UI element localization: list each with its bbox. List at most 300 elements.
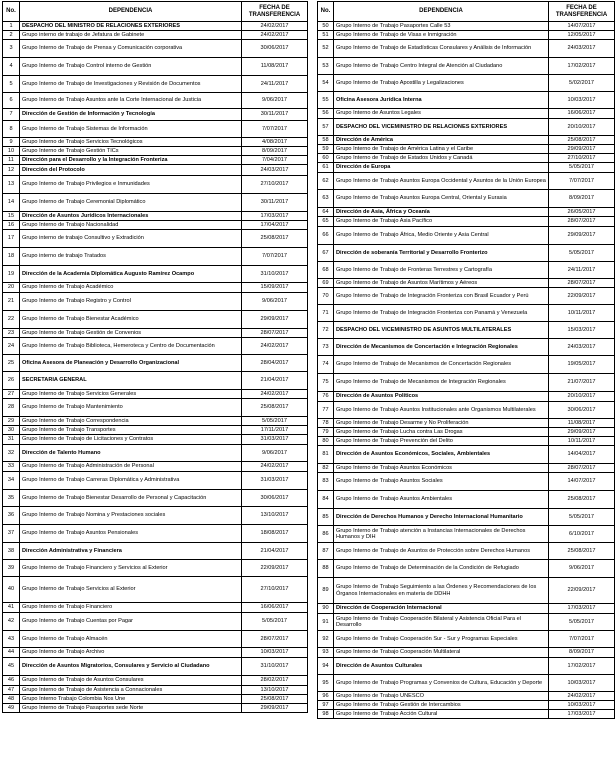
row-fecha: 24/03/2017 — [549, 40, 615, 58]
table-row — [3, 266, 308, 283]
row-dependencia: Grupo Interno de Trabajo de Determinación de la Condición de Refugiado — [334, 560, 549, 578]
table-row — [3, 390, 308, 399]
table-row — [3, 462, 308, 472]
table-row — [318, 339, 615, 356]
row-dependencia: Grupo Interno de Trabajo Gestión TICs — [20, 147, 242, 156]
row-dependencia: Grupo Interno de Trabajo de Mecanismos de Concertación Regionales — [334, 356, 549, 374]
row-number: 64 — [318, 208, 334, 217]
row-fecha: 14/07/2017 — [549, 473, 615, 491]
row-number: 33 — [3, 462, 20, 472]
row-dependencia: Dirección de la Academia Diplomática Augusto Ramírez Ocampo — [20, 266, 242, 283]
row-dependencia: Grupo Interno de Trabajo Ceremonial Diplomático — [20, 194, 242, 212]
table-row — [318, 217, 615, 227]
row-fecha: 24/02/2017 — [242, 31, 308, 40]
row-dependencia: Grupo Interno de Trabajo Desarme y No Proliferación — [334, 419, 549, 428]
row-dependencia: Grupo Interno de Trabajo de Asuntos Marítimos y Aéreos — [334, 279, 549, 288]
row-dependencia: Grupo Interno de Trabajo Centro Integral de Atención al Ciudadano — [334, 58, 549, 75]
table-row — [318, 509, 615, 526]
row-number: 6 — [3, 93, 20, 109]
row-number: 89 — [318, 578, 334, 604]
row-fecha: 9/06/2017 — [242, 293, 308, 311]
row-number: 42 — [3, 613, 20, 631]
row-fecha: 5/02/2017 — [549, 75, 615, 92]
table-row — [318, 437, 615, 446]
row-number: 54 — [318, 75, 334, 92]
row-dependencia: SECRETARIA GENERAL — [20, 372, 242, 390]
row-dependencia: Grupo Interno de Trabajo Asuntos ante la Corte Internacional de Justicia — [20, 93, 242, 109]
row-number: 12 — [3, 165, 20, 176]
row-fecha: 5/05/2017 — [549, 509, 615, 526]
table-row — [3, 525, 308, 543]
row-dependencia: Grupo Interno de Trabajo Asuntos Pensionales — [20, 525, 242, 543]
table-row — [3, 165, 308, 176]
row-fecha: 30/06/2017 — [242, 490, 308, 507]
row-number: 36 — [3, 507, 20, 525]
row-dependencia: Dirección de Asuntos Políticos — [334, 392, 549, 402]
row-number: 24 — [3, 338, 20, 355]
row-number: 7 — [3, 109, 20, 121]
row-fecha: 17/03/2017 — [242, 212, 308, 221]
row-number: 67 — [318, 245, 334, 262]
row-dependencia: Grupo Interno de Trabajo Apostilla y Legalizaciones — [334, 75, 549, 92]
table-row — [318, 701, 615, 710]
header-no: No. — [318, 2, 334, 22]
table-row — [3, 426, 308, 435]
row-number: 96 — [318, 692, 334, 701]
row-fecha: 21/04/2017 — [242, 372, 308, 390]
row-dependencia: Grupo Interno de Trabajo Servicios Tecnológicos — [20, 138, 242, 147]
header-no: No. — [3, 2, 20, 22]
row-number: 9 — [3, 138, 20, 147]
row-dependencia: Grupo Interno de Trabajo atención a Instancias Internacionales de Derechos Humanos y DIH — [334, 526, 549, 543]
table-row — [3, 631, 308, 648]
row-dependencia: Grupo Interno de Trabajo Carreras Diplomática y Administrativa — [20, 472, 242, 490]
row-fecha: 21/07/2017 — [549, 374, 615, 392]
row-number: 81 — [318, 446, 334, 464]
row-fecha: 17/02/2017 — [549, 658, 615, 675]
row-fecha: 25/08/2017 — [549, 491, 615, 509]
row-dependencia: Grupo interno de trabajo de Jefatura de Gabinete — [20, 31, 242, 40]
row-fecha: 6/10/2017 — [549, 526, 615, 543]
table-row — [318, 119, 615, 136]
transfer-table-right — [317, 1, 615, 719]
table-row — [3, 293, 308, 311]
row-number: 45 — [3, 658, 20, 676]
table-row — [3, 22, 308, 31]
row-dependencia: Grupo Interno de Trabajo Privilegios e Inmunidades — [20, 176, 242, 194]
table-row — [3, 138, 308, 147]
row-number: 38 — [3, 543, 20, 560]
row-number: 13 — [3, 176, 20, 194]
row-fecha: 7/07/2017 — [549, 173, 615, 190]
row-dependencia: Dirección de América — [334, 136, 549, 145]
row-dependencia: Grupo Interno de Trabajo de Mecanismos de Integración Regionales — [334, 374, 549, 392]
row-fecha: 24/02/2017 — [549, 692, 615, 701]
row-fecha: 24/02/2017 — [242, 22, 308, 31]
row-number: 25 — [3, 355, 20, 372]
table-row — [318, 75, 615, 92]
table-row — [318, 173, 615, 190]
row-number: 4 — [3, 58, 20, 76]
row-dependencia: Dirección para el Desarrollo y la Integración Fronteriza — [20, 156, 242, 165]
row-number: 48 — [3, 695, 20, 704]
row-number: 11 — [3, 156, 20, 165]
row-fecha: 7/07/2017 — [549, 631, 615, 648]
table-row — [3, 221, 308, 230]
row-dependencia: DESPACHO DEL VICEMINISTRO DE ASUNTOS MULTILATERALES — [334, 322, 549, 339]
row-fecha: 16/06/2017 — [549, 109, 615, 119]
table-row — [3, 507, 308, 525]
row-dependencia: Grupo Interno de Trabajo de Asistencia a Connacionales — [20, 686, 242, 695]
row-number: 29 — [3, 417, 20, 426]
row-fecha: 30/11/2017 — [242, 194, 308, 212]
row-dependencia: Dirección de Europa — [334, 163, 549, 173]
row-dependencia: Dirección de soberanía Territorial y Desarrollo Fronterizo — [334, 245, 549, 262]
row-dependencia: Dirección Administrativa y Financiera — [20, 543, 242, 560]
row-number: 82 — [318, 464, 334, 473]
row-fecha: 10/03/2017 — [549, 675, 615, 692]
row-dependencia: Grupo Interno de Trabajo Gestión de Intercambios — [334, 701, 549, 710]
row-dependencia: Dirección de Mecanismos de Concertación e Integración Regionales — [334, 339, 549, 356]
row-dependencia: Grupo Interno de Trabajo Académico — [20, 283, 242, 293]
row-number: 75 — [318, 374, 334, 392]
row-dependencia: Dirección de Asuntos Migratorios, Consulares y Servicio al Ciudadano — [20, 658, 242, 676]
row-dependencia: Grupo Interno de Trabajo de Asuntos de Protección sobre Derechos Humanos — [334, 543, 549, 560]
row-fecha: 24/02/2017 — [242, 462, 308, 472]
table-row — [3, 695, 308, 704]
row-fecha: 8/09/2017 — [242, 147, 308, 156]
row-fecha: 30/06/2017 — [242, 40, 308, 58]
row-dependencia: Grupo Interno de Trabajo Cooperación Bilateral y Asistencia Oficial Para el Desarrollo — [334, 614, 549, 631]
row-fecha: 25/08/2017 — [549, 136, 615, 145]
row-fecha: 25/08/2017 — [242, 695, 308, 704]
row-dependencia: Grupo Interno de Trabajo Asuntos Económicos — [334, 464, 549, 473]
table-row — [3, 435, 308, 445]
table-row — [3, 355, 308, 372]
row-dependencia: Dirección de Gestión de Información y Tecnología — [20, 109, 242, 121]
row-fecha: 28/07/2017 — [242, 631, 308, 648]
row-fecha: 18/08/2017 — [242, 525, 308, 543]
row-fecha: 9/06/2017 — [242, 445, 308, 462]
row-fecha: 28/07/2017 — [549, 217, 615, 227]
row-fecha: 31/03/2017 — [242, 435, 308, 445]
row-dependencia: Grupo Interno de Trabajo de América Latina y el Caribe — [334, 145, 549, 154]
row-number: 60 — [318, 154, 334, 163]
row-number: 47 — [3, 686, 20, 695]
row-dependencia: Grupo Interno de Trabajo Biblioteca, Hemeroteca y Centro de Documentación — [20, 338, 242, 355]
row-dependencia: Grupo Interno de Trabajo de Licitaciones y Contratos — [20, 435, 242, 445]
row-dependencia: Grupo Interno de Trabajo Pasaportes sede Norte — [20, 704, 242, 713]
table-row — [3, 329, 308, 338]
row-number: 10 — [3, 147, 20, 156]
row-fecha: 5/05/2017 — [242, 613, 308, 631]
table-row — [3, 311, 308, 329]
row-dependencia: Grupo Interno de Trabajo Financiero — [20, 603, 242, 613]
row-dependencia: Grupo Interno de Trabajo de Investigaciones y Revisión de Documentos — [20, 76, 242, 93]
row-number: 27 — [3, 390, 20, 399]
row-fecha: 9/06/2017 — [549, 560, 615, 578]
table-row — [3, 58, 308, 76]
row-dependencia: Grupo interno de trabajo Consultivo y Extradición — [20, 230, 242, 248]
table-row — [3, 704, 308, 713]
row-fecha: 28/02/2017 — [242, 676, 308, 686]
row-dependencia: Grupo Interno de Trabajo Registro y Control — [20, 293, 242, 311]
row-fecha: 5/05/2017 — [549, 614, 615, 631]
row-number: 32 — [3, 445, 20, 462]
table-row — [318, 446, 615, 464]
row-fecha: 20/10/2017 — [549, 119, 615, 136]
table-row — [318, 322, 615, 339]
row-number: 53 — [318, 58, 334, 75]
row-dependencia: Dirección de Talento Humano — [20, 445, 242, 462]
row-dependencia: Grupo Interno de Trabajo Cuentas por Pagar — [20, 613, 242, 631]
table-row — [3, 147, 308, 156]
row-fecha: 17/02/2017 — [549, 58, 615, 75]
table-row — [3, 121, 308, 138]
row-number: 30 — [3, 426, 20, 435]
row-dependencia: Grupo Interno de Trabajo Lucha contra Las Drogas — [334, 428, 549, 437]
row-fecha: 17/03/2017 — [549, 604, 615, 614]
table-row — [3, 212, 308, 221]
row-dependencia: Grupo Interno de Trabajo Acción Cultural — [334, 710, 549, 719]
row-fecha: 25/08/2017 — [549, 543, 615, 560]
row-number: 80 — [318, 437, 334, 446]
row-fecha: 16/06/2017 — [242, 603, 308, 613]
table-row — [3, 417, 308, 426]
row-fecha: 10/11/2017 — [549, 305, 615, 322]
row-dependencia: Grupo Interno de Trabajo de Fronteras Terrestres y Cartografía — [334, 262, 549, 279]
row-dependencia: Grupo Interno de Trabajo de Estados Unidos y Canadá — [334, 154, 549, 163]
row-fecha: 28/07/2017 — [549, 279, 615, 288]
row-dependencia: Grupo Interno de Trabajo Transportes — [20, 426, 242, 435]
row-fecha: 25/08/2017 — [242, 230, 308, 248]
row-fecha: 5/05/2017 — [549, 163, 615, 173]
row-number: 83 — [318, 473, 334, 491]
row-fecha: 24/02/2017 — [242, 390, 308, 399]
row-fecha: 29/09/2017 — [549, 428, 615, 437]
row-number: 63 — [318, 190, 334, 208]
row-number: 74 — [318, 356, 334, 374]
row-dependencia: Dirección de Cooperación Internacional — [334, 604, 549, 614]
table-row — [3, 399, 308, 417]
row-fecha: 27/10/2017 — [549, 154, 615, 163]
row-fecha: 12/05/2017 — [549, 31, 615, 40]
row-number: 16 — [3, 221, 20, 230]
row-fecha: 27/10/2017 — [242, 577, 308, 603]
table-row — [318, 675, 615, 692]
row-fecha: 7/07/2017 — [242, 121, 308, 138]
row-dependencia: Dirección de Asia, África y Oceanía — [334, 208, 549, 217]
table-row — [318, 604, 615, 614]
table-row — [318, 464, 615, 473]
row-dependencia: Grupo Interno de Trabajo Bienestar Desarrollo de Personal y Capacitación — [20, 490, 242, 507]
table-row — [318, 145, 615, 154]
row-number: 88 — [318, 560, 334, 578]
row-dependencia: Grupo Interno de Trabajo Asuntos Europa Central, Oriental y Eurasia — [334, 190, 549, 208]
row-fecha: 8/09/2017 — [549, 190, 615, 208]
table-row — [318, 279, 615, 288]
row-fecha: 9/06/2017 — [242, 93, 308, 109]
table-row — [318, 428, 615, 437]
row-number: 41 — [3, 603, 20, 613]
table-row — [3, 560, 308, 577]
row-dependencia: Grupo Interno de Trabajo Correspondencia — [20, 417, 242, 426]
row-fecha: 11/08/2017 — [549, 419, 615, 428]
row-dependencia: Grupo Interno de Trabajo de Prensa y Comunicación corporativa — [20, 40, 242, 58]
row-number: 78 — [318, 419, 334, 428]
table-row — [318, 631, 615, 648]
row-fecha: 13/10/2017 — [242, 507, 308, 525]
row-dependencia: Grupo Interno de Trabajo de Visas e Inmigración — [334, 31, 549, 40]
row-fecha: 15/03/2017 — [549, 322, 615, 339]
row-dependencia: Dirección de Derechos Humanos y Derecho Internacional Humanitario — [334, 509, 549, 526]
table-row — [3, 338, 308, 355]
table-row — [3, 686, 308, 695]
row-number: 21 — [3, 293, 20, 311]
table-row — [318, 163, 615, 173]
row-number: 94 — [318, 658, 334, 675]
row-number: 86 — [318, 526, 334, 543]
table-row — [3, 76, 308, 93]
row-number: 58 — [318, 136, 334, 145]
row-dependencia: Grupo Interno de Trabajo Asuntos Institucionales ante Organismos Multilaterales — [334, 402, 549, 419]
row-dependencia: Grupo Interno de Trabajo Asuntos Sociales — [334, 473, 549, 491]
table-row — [318, 648, 615, 658]
row-fecha: 25/08/2017 — [242, 399, 308, 417]
table-row — [3, 472, 308, 490]
row-fecha: 22/09/2017 — [242, 560, 308, 577]
row-dependencia: Dirección de Asuntos Culturales — [334, 658, 549, 675]
row-fecha: 30/06/2017 — [549, 402, 615, 419]
row-fecha: 14/07/2017 — [549, 22, 615, 31]
row-fecha: 17/04/2017 — [242, 221, 308, 230]
row-fecha: 14/04/2017 — [549, 446, 615, 464]
table-row — [318, 526, 615, 543]
row-dependencia: Grupo Interno de Trabajo Sistemas de Información — [20, 121, 242, 138]
row-dependencia: Grupo Interno de Trabajo Pasaportes Calle 53 — [334, 22, 549, 31]
row-fecha: 17/11/2017 — [242, 426, 308, 435]
row-fecha: 24/02/2017 — [242, 338, 308, 355]
row-number: 52 — [318, 40, 334, 58]
row-dependencia: Grupo Interno de Trabajo África, Medio Oriente y Asia Central — [334, 227, 549, 245]
row-number: 73 — [318, 339, 334, 356]
row-dependencia: Oficina Asesora de Planeación y Desarrollo Organizacional — [20, 355, 242, 372]
row-fecha: 22/09/2017 — [549, 578, 615, 604]
table-row — [318, 22, 615, 31]
table-row — [3, 194, 308, 212]
table-row — [318, 262, 615, 279]
row-number: 28 — [3, 399, 20, 417]
table-row — [318, 419, 615, 428]
row-number: 2 — [3, 31, 20, 40]
row-fecha: 24/03/2017 — [242, 165, 308, 176]
row-dependencia: Grupo Interno de Trabajo Bienestar Académico — [20, 311, 242, 329]
table-row — [318, 543, 615, 560]
table-row — [318, 136, 615, 145]
table-row — [318, 692, 615, 701]
row-number: 23 — [3, 329, 20, 338]
row-fecha: 8/09/2017 — [549, 648, 615, 658]
table-row — [3, 283, 308, 293]
transfer-table-left — [2, 1, 308, 713]
row-dependencia: Grupo Interno de Trabajo Financiero y Servicios al Exterior — [20, 560, 242, 577]
table-row — [318, 614, 615, 631]
row-number: 62 — [318, 173, 334, 190]
table-row — [3, 603, 308, 613]
row-number: 92 — [318, 631, 334, 648]
row-dependencia: Grupo Interno de Trabajo de Integración Fronteriza con Brasil Ecuador y Perú — [334, 288, 549, 305]
row-fecha: 11/08/2017 — [242, 58, 308, 76]
row-number: 97 — [318, 701, 334, 710]
row-number: 26 — [3, 372, 20, 390]
row-number: 71 — [318, 305, 334, 322]
table-row — [3, 676, 308, 686]
row-number: 37 — [3, 525, 20, 543]
table-row — [318, 154, 615, 163]
row-dependencia: Grupo interno de trabajo Tratados — [20, 248, 242, 266]
row-fecha: 13/10/2017 — [242, 686, 308, 695]
row-number: 1 — [3, 22, 20, 31]
table-row — [3, 577, 308, 603]
row-fecha: 29/09/2017 — [549, 227, 615, 245]
row-number: 68 — [318, 262, 334, 279]
row-fecha: 20/10/2017 — [549, 392, 615, 402]
table-row — [318, 392, 615, 402]
row-fecha: 17/03/2017 — [549, 710, 615, 719]
table-row — [318, 305, 615, 322]
table-header-row — [3, 2, 308, 22]
table-row — [3, 543, 308, 560]
table-row — [318, 658, 615, 675]
row-number: 56 — [318, 109, 334, 119]
row-fecha: 28/07/2017 — [549, 464, 615, 473]
table-row — [318, 402, 615, 419]
row-dependencia: Oficina Asesora Jurídica Interna — [334, 92, 549, 109]
row-fecha: 7/04/2017 — [242, 156, 308, 165]
row-number: 77 — [318, 402, 334, 419]
row-fecha: 10/03/2017 — [549, 92, 615, 109]
row-fecha: 29/09/2017 — [242, 311, 308, 329]
row-dependencia: Grupo Interno de Trabajo Administración de Personal — [20, 462, 242, 472]
row-dependencia: Dirección de Asuntos Jurídicos Internacionales — [20, 212, 242, 221]
row-fecha: 5/05/2017 — [549, 245, 615, 262]
row-fecha: 24/11/2017 — [242, 76, 308, 93]
row-fecha: 28/07/2017 — [242, 329, 308, 338]
row-dependencia: Grupo Interno de Trabajo Control interno de Gestión — [20, 58, 242, 76]
row-fecha: 28/04/2017 — [242, 355, 308, 372]
table-row — [3, 445, 308, 462]
row-number: 61 — [318, 163, 334, 173]
row-dependencia: Grupo Interno de Trabajo Nomina y Prestaciones sociales — [20, 507, 242, 525]
header-fecha: FECHA DE TRANSFERENCIA — [549, 2, 615, 22]
table-row — [3, 490, 308, 507]
row-number: 66 — [318, 227, 334, 245]
table-row — [318, 491, 615, 509]
row-fecha: 24/11/2017 — [549, 262, 615, 279]
table-row — [318, 578, 615, 604]
row-number: 15 — [3, 212, 20, 221]
row-dependencia: Grupo Interno de Trabajo Asuntos Ambientales — [334, 491, 549, 509]
row-number: 59 — [318, 145, 334, 154]
table-row — [3, 230, 308, 248]
row-dependencia: Grupo Interno de Trabajo Gestión de Convenios — [20, 329, 242, 338]
row-number: 65 — [318, 217, 334, 227]
row-fecha: 29/09/2017 — [549, 145, 615, 154]
row-number: 76 — [318, 392, 334, 402]
table-row — [318, 227, 615, 245]
row-number: 51 — [318, 31, 334, 40]
table-row — [3, 176, 308, 194]
